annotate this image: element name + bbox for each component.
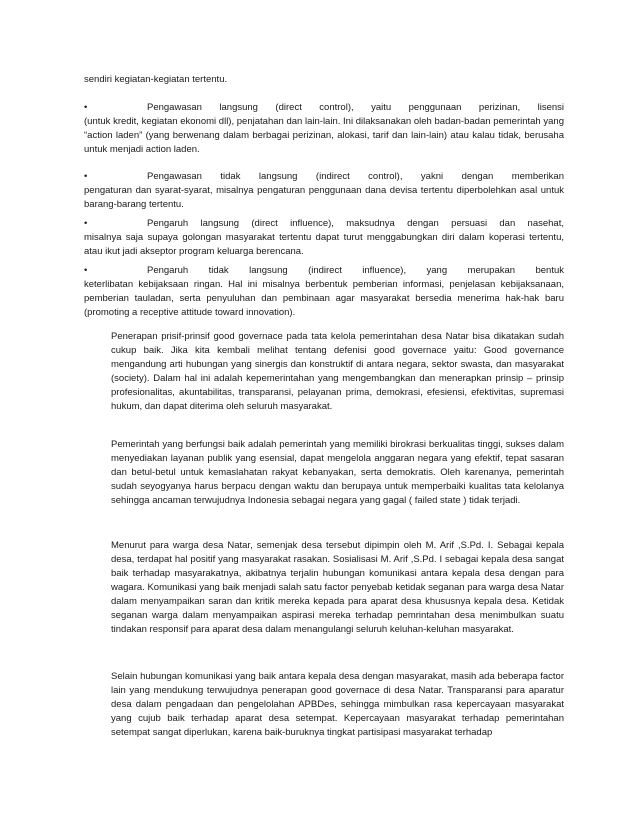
bullet-mark: • <box>84 265 88 276</box>
bullet-item-1 <box>84 101 564 157</box>
intro-line: sendiri kegiatan-kegiatan tertentu. <box>84 74 228 85</box>
paragraph-warga-natar: Menurut para warga desa Natar, semenjak desa tersebut dipimpin oleh M. Arif ,S.Pd. I. Sebagai kepala desa, terdapat hal positif yang masyarakat rasakan. Sosialisasi M. Arif ,S.Pd. I sebagai kepala desa sangat baik terhadap masyarakatnya, akibatnya terjalin hubungan komunikasi antara kepala desa dengan para wagara. Komunikasi yang baik menjadi salah satu factor penyebab ketidak seganan para warga desa Natar dalam menyampaikan saran dan kritik mereka kepada para aparat desa khususnya kepala desa. Ketidak seganan warga dalam menyampaikan aspirasi mereka terhadap pemrintahan desa menimbulkan suatu tindakan responsif para aparat desa dalam menangulangi seluruh keluhan-keluhan masyarakat. <box>111 540 564 635</box>
bullet-first-line: Pengawasan langsung (direct control), yaitu penggunaan perizinan, lisensi <box>147 102 564 113</box>
bullet-mark: • <box>84 171 88 182</box>
bullet-item-2 <box>84 170 564 212</box>
bullet-body: (untuk kredit, kegiatan ekonomi dll), penjatahan dan lain-lain. Ini dilaksanakan oleh badan-badan pemerintah yang “action laden” (yang berwenang dalam berbagai perizinan, alokasi, tarif dan lain-lain) atau kalau tidak, berusaha untuk menjadi action laden. <box>84 116 564 155</box>
bullet-item-3 <box>84 217 564 259</box>
bullet-first-line: Pengaruh tidak langsung (indirect influence), yang merupakan bentuk <box>147 265 564 276</box>
paragraph-good-governance: Penerapan prisif-prinsif good governace pada tata kelola pemerintahan desa Natar bisa dikatakan sudah cukup baik. Jika kita kembali melihat tentang defenisi good governace yaitu: Good governance mengandung arti hubungan yang sinergis dan konstruktif di antara negara, sektor swasta, dan masyarakat (society). Dalam hal ini adalah kepemerintahan yang mengembangkan dan menerapkan prinsip – prinsip profesionalitas, akuntabilitas, transparansi, pelayanan prima, demokrasi, efesiensi, efektivitas, supremasi hukum, dan dapat diterima oleh seluruh masyarakat. <box>111 331 564 412</box>
paragraph-komunikasi: Selain hubungan komunikasi yang baik antara kepala desa dengan masyarakat, masih ada beberapa factor lain yang mendukung terwujudnya penerapan good governace di desa Natar. Transparansi para aparatur desa dalam pengadaan dan pengelolahan APBDes, sehingga mimbulkan rasa kepercayaan masyarakat yang cujub baik terhadap aparat desa setempat. Kepercayaan masyarakat terhadap pemerintahan setempat sangat diperlukan, karena baik-buruknya tingkat partisipasi masyarakat terhadap <box>111 671 564 738</box>
bullet-body: keterlibatan kebijaksaan ringan. Hal ini misalnya berbentuk pemberian informasi, penjelasan kebijaksanaan, pemberian tauladan, serta penyuluhan dan pembinaan agar masyarakat bersedia menerima hak-hak baru (promoting a receptive attitude toward innovation). <box>84 279 564 318</box>
bullet-first-line: Pengaruh langsung (direct influence), maksudnya dengan persuasi dan nasehat, <box>147 218 564 229</box>
bullet-body: pengaturan dan syarat-syarat, misalnya pengaturan penggunaan dana devisa tertentu diperbolehkan asal untuk barang-barang tertentu. <box>84 185 564 210</box>
bullet-body: misalnya saja supaya golongan masyarakat tertentu dapat turut menggabungkan diri dalam koperasi tertentu, atau ikut jadi akseptor program keluarga berencana. <box>84 232 564 257</box>
bullet-item-4 <box>84 264 564 320</box>
bullet-mark: • <box>84 218 88 229</box>
bullet-mark: • <box>84 102 88 113</box>
paragraph-pemerintah: Pemerintah yang berfungsi baik adalah pemerintah yang memiliki birokrasi berkualitas tinggi, sukses dalam menyediakan layanan publik yang esensial, dapat mengelola anggaran negara yang efektif, tepat sasaran dan betul-betul untuk kemaslahatan rakyat kebanyakan, serta demokratis. Oleh karenanya, pemerintah sudah seyogyanya harus berpacu dengan waktu dan berupaya untuk memperbaiki kualitas tata kelolanya sehingga ancaman terwujudnya Indonesia sebagai negara yang gagal ( failed state ) tidak terjadi. <box>111 439 564 506</box>
bullet-first-line: Pengawasan tidak langsung (indirect control), yakni dengan memberikan <box>147 171 564 182</box>
